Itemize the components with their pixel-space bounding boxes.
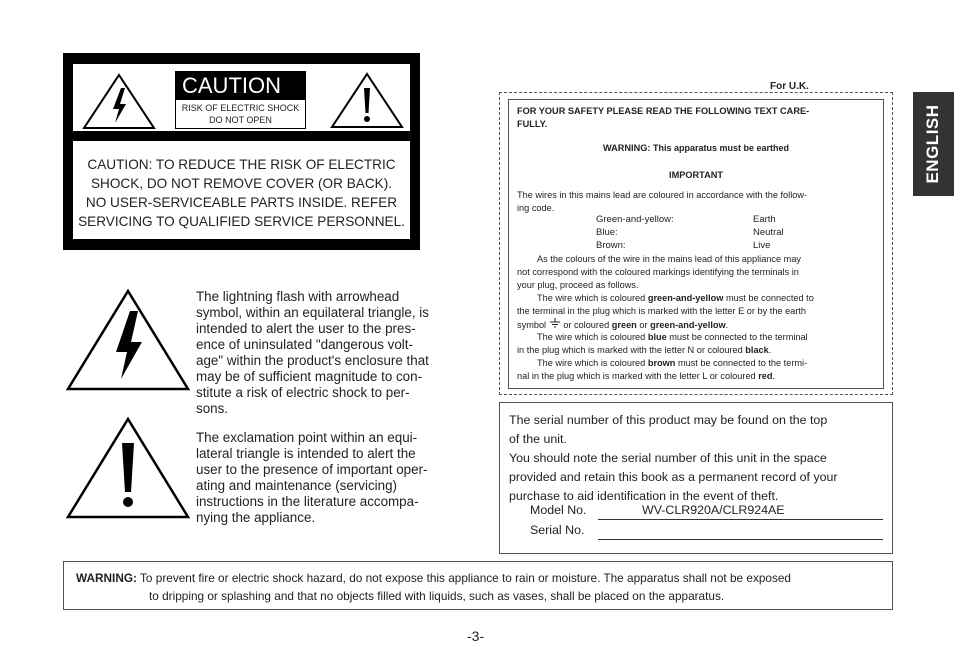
uk-text: or: [639, 320, 648, 330]
explanation-line: sons.: [196, 401, 229, 416]
uk-text-line: [517, 344, 875, 357]
uk-text: The wire which is coloured: [537, 358, 646, 368]
explanation-line: instructions in the literature accompa-: [196, 494, 419, 509]
caution-text-line: CAUTION: TO REDUCE THE RISK OF ELECTRIC: [87, 157, 396, 172]
uk-text: .: [772, 371, 776, 381]
uk-text-line: your plug, proceed as follows.: [517, 280, 639, 290]
uk-text: The wire which is coloured: [537, 293, 646, 303]
uk-text: in the plug which is marked with the letter N or coloured: [517, 345, 743, 355]
wire-color: Blue:: [596, 227, 618, 238]
explanation-line: stitute a risk of electric shock to per-: [196, 385, 410, 400]
uk-text: nal in the plug which is marked with the letter L or coloured: [517, 371, 756, 381]
uk-text-line: [517, 357, 875, 370]
uk-paragraph-2: [517, 292, 875, 332]
exclamation-explanation: [196, 430, 458, 526]
uk-important: IMPORTANT: [669, 170, 723, 180]
explanation-line: user to the presence of important oper-: [196, 462, 428, 477]
uk-text-bold: red: [758, 371, 773, 381]
caution-title: CAUTION: [176, 72, 305, 100]
serial-label: Serial No.: [530, 523, 585, 537]
explanation-line: age" within the product's enclosure that: [196, 353, 429, 368]
warning-line-1: [76, 571, 791, 585]
uk-text-bold: black: [745, 345, 769, 355]
uk-text-bold: green: [611, 320, 637, 330]
wire-meaning: Earth: [753, 214, 776, 225]
model-underline: [598, 519, 883, 520]
uk-text: .: [768, 345, 772, 355]
model-value: WV-CLR920A/CLR924AE: [642, 503, 785, 517]
uk-text-line: [517, 370, 875, 383]
uk-header-line: FOR YOUR SAFETY PLEASE READ THE FOLLOWING TEXT CARE-: [517, 106, 810, 116]
wire-color: Brown:: [596, 240, 626, 251]
uk-header-line: FULLY.: [517, 119, 548, 129]
uk-text-line: [517, 292, 875, 305]
caution-divider: [63, 131, 420, 141]
uk-warning: [517, 142, 875, 155]
caution-text-line: SERVICING TO QUALIFIED SERVICE PERSONNEL.: [78, 214, 405, 229]
warning-line-2: to dripping or splashing and that no objects filled with liquids, such as vases, shall be placed on the apparatus.: [149, 589, 725, 603]
language-tab-label: ENGLISH: [923, 104, 942, 184]
lightning-explanation: [196, 289, 458, 417]
serial-text-line: provided and retain this book as a permanent record of your: [509, 470, 838, 484]
uk-text-line: the terminal in the plug which is marked with the letter E or by the earth: [517, 306, 807, 316]
wire-color: Green-and-yellow:: [596, 214, 674, 225]
explanation-line: ating and maintenance (servicing): [196, 478, 397, 493]
language-tab: [913, 92, 954, 196]
uk-text-bold: green-and-yellow: [647, 293, 724, 303]
serial-text-line: You should note the serial number of this unit in the space: [509, 451, 827, 465]
uk-text: must be connected to the termi-: [677, 358, 808, 368]
explanation-line: nying the appliance.: [196, 510, 316, 525]
caution-label: [175, 71, 306, 129]
uk-warning-text: This apparatus must be earthed: [652, 143, 790, 153]
uk-text-line: [517, 318, 875, 332]
uk-intro-line: ing code.: [517, 203, 555, 213]
uk-text: symbol: [517, 320, 547, 330]
explanation-line: intended to alert the user to the pres-: [196, 321, 416, 336]
uk-intro: [517, 189, 875, 215]
serial-underline: [598, 539, 883, 540]
uk-text: .: [725, 320, 729, 330]
serial-text-line: The serial number of this product may be found on the top: [509, 413, 828, 427]
warning-text: To prevent fire or electric shock hazard, do not expose this appliance to rain or moisture. The apparatus shall not be exposed: [140, 571, 791, 585]
uk-text-bold: brown: [647, 358, 676, 368]
uk-text: must be connected to: [725, 293, 814, 303]
uk-text: must be connected to the terminal: [669, 332, 808, 342]
wire-meaning: Live: [753, 240, 771, 251]
caution-subtitle-line1: RISK OF ELECTRIC SHOCK: [181, 103, 300, 113]
uk-text-line: As the colours of the wire in the mains lead of this appliance may: [537, 254, 802, 264]
explanation-line: The lightning flash with arrowhead: [196, 289, 400, 304]
uk-text-bold: green-and-yellow: [650, 320, 726, 330]
caution-text-line: SHOCK, DO NOT REMOVE COVER (OR BACK).: [90, 176, 393, 191]
explanation-line: may be of sufficient magnitude to con-: [196, 369, 423, 384]
uk-text: The wire which is coloured: [537, 332, 646, 342]
serial-text-line: of the unit.: [509, 432, 567, 446]
uk-header: [517, 105, 875, 131]
explanation-line: ence of uninsulated "dangerous volt-: [196, 337, 413, 352]
uk-text-line: [517, 331, 875, 344]
uk-text: or coloured: [563, 320, 610, 330]
uk-paragraph-4: [517, 357, 875, 383]
page-number: -3-: [467, 628, 485, 644]
caution-text: [73, 155, 410, 231]
exclamation-triangle-icon: [66, 417, 190, 519]
explanation-line: lateral triangle is intended to alert the: [196, 446, 416, 461]
wire-meaning: Neutral: [753, 227, 784, 238]
caution-text-line: NO USER-SERVICEABLE PARTS INSIDE. REFER: [85, 195, 398, 210]
serial-paragraph: [509, 411, 884, 506]
explanation-line: The exclamation point within an equi-: [196, 430, 418, 445]
warning-label: WARNING:: [76, 571, 137, 585]
lightning-triangle-icon: [66, 289, 190, 391]
uk-warning-label: WARNING:: [602, 143, 651, 153]
exclamation-warning-icon: [330, 72, 404, 129]
uk-paragraph-1: [517, 253, 875, 292]
model-label: Model No.: [530, 503, 587, 517]
caution-subtitle-line2: DO NOT OPEN: [209, 115, 272, 125]
uk-label: For U.K.: [770, 81, 809, 92]
uk-paragraph-3: [517, 331, 875, 357]
uk-text-bold: blue: [647, 332, 667, 342]
uk-intro-line: The wires in this mains lead are coloured in accordance with the follow-: [517, 190, 808, 200]
lightning-warning-icon: [82, 73, 156, 130]
serial-text-line: purchase to aid identification in the event of theft.: [509, 489, 779, 503]
uk-text-line: not correspond with the coloured markings identifying the terminals in: [517, 267, 799, 277]
earth-symbol-icon: [549, 318, 561, 328]
explanation-line: symbol, within an equilateral triangle, is: [196, 305, 429, 320]
